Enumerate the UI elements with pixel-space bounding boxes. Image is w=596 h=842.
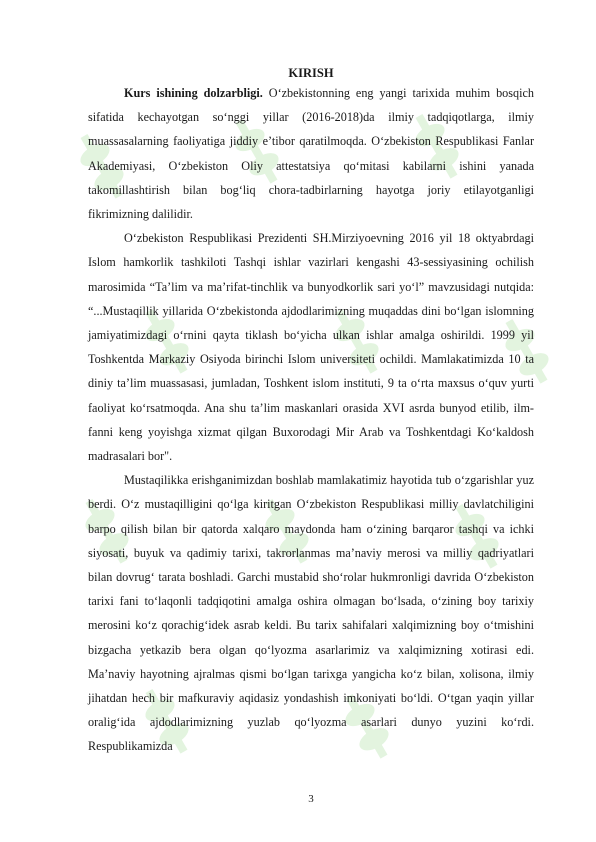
paragraph-3 bbox=[88, 468, 534, 758]
paragraph-2 bbox=[88, 226, 534, 468]
page-title: KIRISH bbox=[288, 66, 334, 80]
paragraph-text: O‘zbekistonning eng yangi tarixida muhim bosqich sifatida kechayotgan so‘nggi yillar (2016-2018)da ilmiy tadqiqotlarga, ilmiy muassasalarning faoliyatiga jiddiy e’tibor qaratilmoqda. O‘zbekiston Respublikasi Fanlar Akademiyasi, O‘zbekiston Oliy attestatsiya qo‘mitasi kabilarni ishini yanada takomillashtirish bilan bog‘liq chora-tadbirlarning hayotga joriy etilayotganligi fikrimizning dalilidir. bbox=[88, 86, 534, 222]
document-body bbox=[88, 81, 534, 759]
paragraph-1 bbox=[88, 81, 534, 226]
page-number: 3 bbox=[308, 793, 314, 805]
paragraph-lead: Kurs ishining dolzarbligi. bbox=[124, 86, 263, 100]
paragraph-text: O‘zbekiston Respublikasi Prezidenti SH.Mirziyoevning 2016 yil 18 oktyabrdagi Islom hamkorlik tashkiloti Tashqi ishlar vazirlari kengashi 43-sessiyasining ochilish marosimida “Ta’lim va ma’rifat-tinchlik va bunyodkorlik sari yo‘l” mavzusidagi nutqida: “...Mustaqillik yillarida O‘zbekistonda ajdodlarimizning muqaddas dini bo‘lgan islomning jamiyatimizdagi o‘rnini qayta tiklash bo‘yicha ulkan ishlar amalga oshirildi. 1999 yil Toshkentda Markaziy Osiyoda birinchi Islom universiteti ochildi. Mamlakatimizda 10 ta diniy ta’lim muassasasi, jumladan, Toshkent islom instituti, 9 ta o‘rta maxsus o‘quv yurti faoliyat ko‘rsatmoqda. Ana shu ta’lim maskanlari orasida XVI asrda bunyod etilib, ilm-fanni keng yoyishga xizmat qilgan Buxorodagi Mir Arab va Toshkentdagi Ko‘kaldosh madrasalari bor". bbox=[88, 231, 534, 464]
paragraph-text: Mustaqilikka erishganimizdan boshlab mamlakatimiz hayotida tub o‘zgarishlar yuz berdi. O‘z mustaqilligini qo‘lga kiritgan O‘zbekiston Respublikasi milliy davlatchiligini barpo qilish bilan bir qatorda xalqaro maydonda ham o‘zining barqaror tashqi va ichki siyosati, buyuk va qadimiy tarixi, takrorlanmas ma’naviy merosi va milliy qadriyatlari bilan dovrug‘ tarata boshladi. Garchi mustabid sho‘rolar hukmronligi davrida O‘zbekiston tarixi fani to‘laqonli tadqiqotini amalga oshira olmagan bo‘lsada, o‘zining boy tarixiy merosini ko‘z qorachig‘idek asrab keldi. Bu tarix sahifalari xalqimizning boy o‘tmishini bizgacha yetkazib bera olgan qo‘lyozma asarlarimiz va xalqimizning xotirasi edi. Ma’naviy hayotning ajralmas qismi bo‘lgan tarixga yangicha ko‘z bilan, xolisona, ilmiy jihatdan hech bir mafkuraviy aqidasiz yondashish imkoniyati bo‘ldi. O‘tgan yaqin yillar oralig‘ida ajdodlarimizning yuzlab qo‘lyozma asarlari dunyo yuzini ko‘rdi. Respublikamizda bbox=[88, 473, 534, 754]
